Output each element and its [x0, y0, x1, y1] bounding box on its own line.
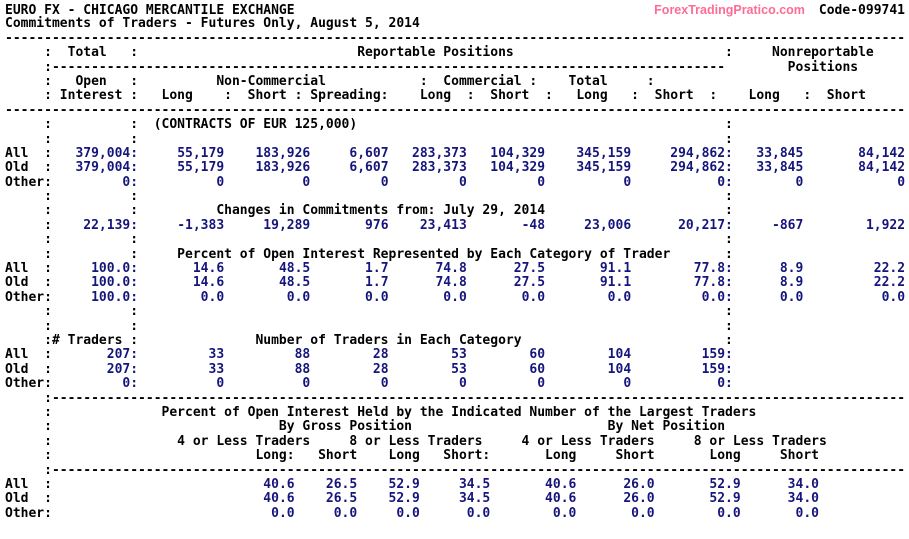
report-line-30 [5, 449, 909, 463]
report-line-20 [5, 305, 909, 319]
report-values: 100.0: 14.6 48.5 1.7 74.8 27.5 91.1 77.8: 8.9 22.2 [51, 261, 906, 277]
report-values: 379,004: 55,179 183,926 6,607 283,373 104,329 345,159 294,862: 33,845 84,142 [51, 145, 906, 161]
report-text: :# Traders : Number of Traders in Each Category : [5, 332, 906, 348]
report-line-31 [5, 464, 909, 478]
report-text: : : : [5, 304, 906, 320]
report-line-11 [5, 176, 909, 190]
report-text: :------------------------------------------------------------------------------------------------------------- [5, 390, 906, 406]
report-text: All : [5, 145, 52, 161]
report-text: : : : [5, 232, 906, 248]
report-line-29 [5, 435, 909, 449]
report-line-27 [5, 406, 909, 420]
report-values: 0: 0 0 0 0 0 0 0: [51, 376, 906, 392]
report-text: ------------------------------------------------------------------------------------------------------------------- [5, 102, 906, 118]
report-text: Other: [5, 289, 52, 305]
report-line-25 [5, 377, 909, 391]
report-values: 100.0: 14.6 48.5 1.7 74.8 27.5 91.1 77.8: 8.9 22.2 [51, 275, 906, 291]
report-line-13 [5, 204, 909, 218]
report-line-6 [5, 104, 909, 118]
report-text: All : [5, 261, 52, 277]
report-line-3 [5, 61, 909, 75]
report-text: Old : [5, 361, 52, 377]
report-line-14 [5, 219, 909, 233]
report-text: : : Percent of Open Interest Represented by Each Category of Trader : [5, 246, 906, 262]
report-text: : Total : Reportable Positions : Nonreportable [5, 45, 906, 61]
report-text: :------------------------------------------------------------------------------------------------------------- [5, 462, 906, 478]
report-line-5 [5, 89, 909, 103]
report-line-4 [5, 75, 909, 89]
report-values: 0: 0 0 0 0 0 0 0: 0 0 [51, 174, 906, 190]
report-text: : Interest : Long : Short : Spreading: Long : Short : Long : Short : Long : Short [5, 88, 906, 104]
report-text: : : Changes in Commitments from: July 29, 2014 : [5, 203, 906, 219]
report-text: Old : [5, 491, 52, 507]
report-line-26 [5, 392, 909, 406]
report-text: Other: [5, 174, 52, 190]
report-text: Other: [5, 376, 52, 392]
report-text: ------------------------------------------------------------------------------------------------------------------- [5, 30, 906, 46]
report-line-34 [5, 507, 909, 521]
report-line-22 [5, 334, 909, 348]
report-line-32 [5, 478, 909, 492]
report-values: 207: 33 88 28 53 60 104 159: [51, 347, 906, 363]
report-text: : [5, 217, 52, 233]
report-text: Commitments of Traders - Futures Only, August 5, 2014 [5, 16, 906, 32]
report-values: 207: 33 88 28 53 60 104 159: [51, 361, 906, 377]
report-text: : Percent of Open Interest Held by the Indicated Number of the Largest Traders [5, 404, 906, 420]
report-line-1 [5, 32, 909, 46]
report-text: Other: [5, 505, 52, 521]
report-line-12 [5, 190, 909, 204]
report-line-10 [5, 161, 909, 175]
report-values: 22,139: -1,383 19,289 976 23,413 -48 23,006 20,217: -867 1,922 [51, 217, 906, 233]
report-line-33 [5, 492, 909, 506]
report-text: : : : [5, 189, 906, 205]
report-line-21 [5, 320, 909, 334]
report-text: All : [5, 347, 52, 363]
report-values: 40.6 26.5 52.9 34.5 40.6 26.0 52.9 34.0 [51, 491, 906, 507]
report-text: Old : [5, 160, 52, 176]
report-text: : Open : Non-Commercial : Commercial : Total : [5, 73, 906, 89]
report-line-7 [5, 118, 909, 132]
report-text: : : (CONTRACTS OF EUR 125,000) : [5, 117, 906, 133]
report-line-18 [5, 276, 909, 290]
report-header [5, 3, 909, 17]
report-line-24 [5, 363, 909, 377]
report-text: : By Gross Position By Net Position [5, 419, 906, 435]
report-line-9 [5, 147, 909, 161]
report-text: : : : [5, 318, 906, 334]
report-line-17 [5, 262, 909, 276]
report-line-28 [5, 420, 909, 434]
report-values: 379,004: 55,179 183,926 6,607 283,373 104,329 345,159 294,862: 33,845 84,142 [51, 160, 906, 176]
report-line-8 [5, 133, 909, 147]
report-text: All : [5, 476, 52, 492]
report-line-16 [5, 248, 909, 262]
report-text: : : : [5, 131, 906, 147]
report-line-19 [5, 291, 909, 305]
report-code: Code-099741 [818, 3, 905, 18]
report-values: 40.6 26.5 52.9 34.5 40.6 26.0 52.9 34.0 [51, 476, 906, 492]
report-line-2 [5, 46, 909, 60]
watermark-text: ForexTradingPratico.com [654, 3, 805, 17]
report-values: 100.0: 0.0 0.0 0.0 0.0 0.0 0.0 0.0: 0.0 0.0 [51, 289, 906, 305]
report-text: : 4 or Less Traders 8 or Less Traders 4 or Less Traders 8 or Less Traders [5, 433, 906, 449]
report-text: : Long: Short Long Short: Long Short Long Short [5, 448, 906, 464]
report-line-15 [5, 233, 909, 247]
report-line-0 [5, 17, 909, 31]
cot-report-body [5, 17, 909, 521]
report-text: :-------------------------------------------------------------------------------------- Positions [5, 59, 906, 75]
report-text: Old : [5, 275, 52, 291]
report-line-23 [5, 348, 909, 362]
report-title: EURO FX - CHICAGO MERCANTILE EXCHANGE [5, 3, 295, 18]
report-values: 0.0 0.0 0.0 0.0 0.0 0.0 0.0 0.0 [51, 505, 906, 521]
